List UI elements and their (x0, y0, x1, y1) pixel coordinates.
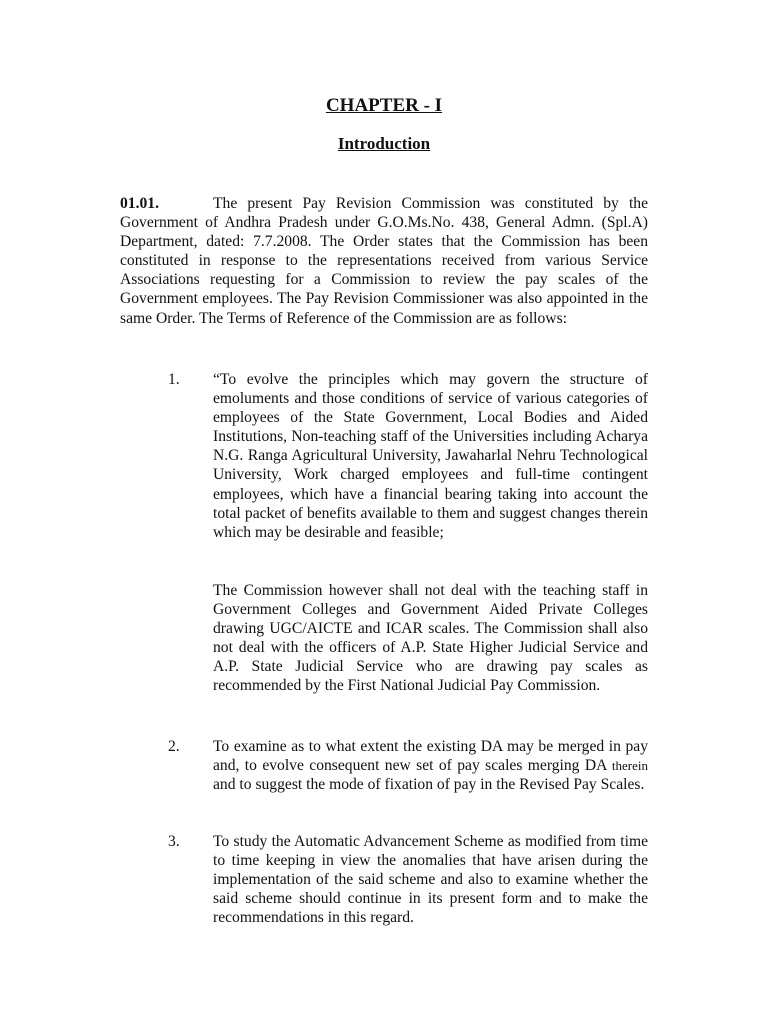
paragraph-number: 01.01. (120, 195, 159, 212)
terms-item-1-note: The Commission however shall not deal with the teaching staff in Government Colleges and Government Aided Private Colleges drawing UGC/AICTE and ICAR scales. The Commission shall also not deal with the officers of A.P. State Higher Judicial Service and A.P. State Judicial Service who are drawing pay scales as recommended by the First National Judicial Pay Commission. (213, 582, 648, 695)
paragraph-text: The present Pay Revision Commission was constituted by the Government of Andhra Pradesh under G.O.Ms.No. 438, General Admn. (Spl.A) Department, dated: 7.7.2008. The Order states that the Commission has been constituted in response to the representations received from various Service Associations requesting for a Commission to review the pay scales of the Government employees. The Pay Revision Commissioner was also appointed in the same Order. The Terms of Reference of the Commission are as follows: (120, 195, 648, 327)
section-title: Introduction (337, 134, 431, 153)
item-text: To study the Automatic Advancement Scheme as modified from time to time keeping in view the anomalies that have arisen during the implementation of the said scheme and also to examine whether the said scheme should continue in its present form and to make the recommendations in this regard. (213, 833, 648, 927)
item-number: 3. (168, 833, 180, 850)
item-number: 2. (168, 738, 180, 755)
item-text-small-word: therein (611, 758, 648, 774)
chapter-title: CHAPTER - I (325, 95, 443, 116)
item-text (213, 737, 648, 794)
item-text: “To evolve the principles which may govern the structure of emoluments and those conditions of service of various categories of employees of the State Government, Local Bodies and Aided Institutions, Non-teaching staff of the Universities including Acharya N.G. Ranga Agricultural University, Jawaharlal Nehru Technological University, Work charged employees and full-time contingent employees, which have a financial bearing taking into account the total packet of benefits available to them and suggest changes therein which may be desirable and feasible; (213, 371, 648, 541)
item-text-part: and to suggest the mode of fixation of pay in the Revised Pay Scales. (213, 776, 645, 794)
item-text-part: To examine as to what extent the existing DA may be merged in pay and, to evolve consequent new set of pay scales merging DA (213, 738, 648, 775)
item-number: 1. (168, 371, 180, 388)
paragraph-01-01 (120, 194, 648, 328)
